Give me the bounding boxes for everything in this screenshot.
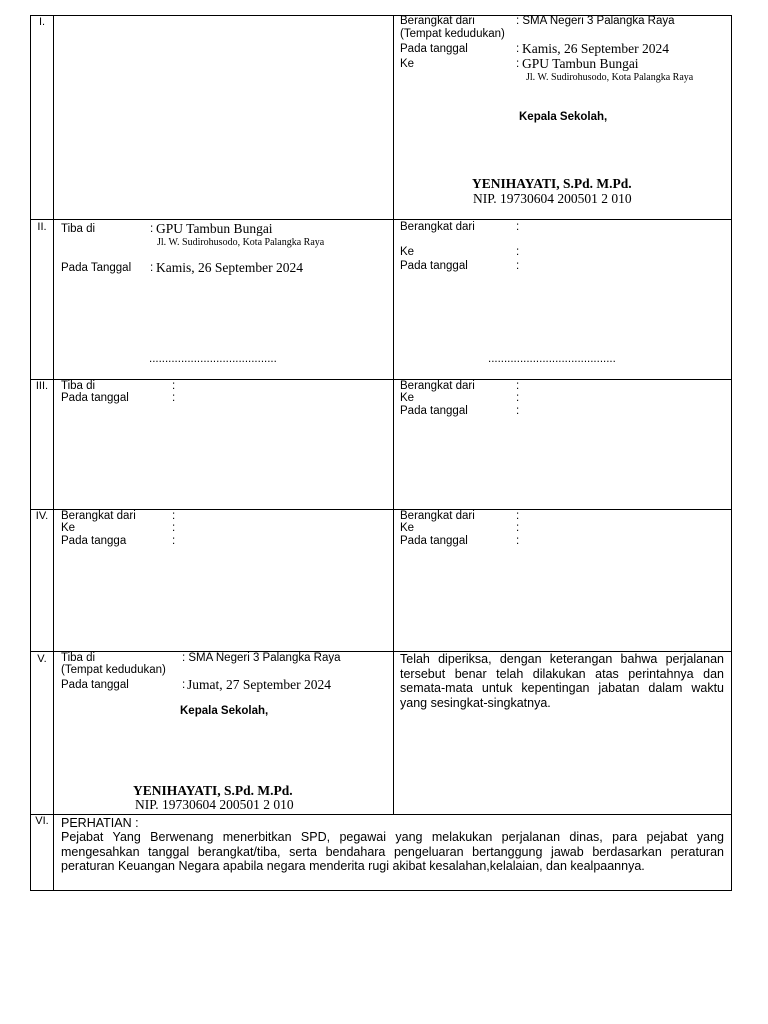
arrival-date-colon: : — [172, 392, 176, 404]
destination-label: Ke — [400, 392, 415, 404]
right-departure-label: Berangkat dari — [400, 510, 475, 522]
row-number-5: V. — [37, 653, 47, 665]
destination-address: Jl. W. Sudirohusodo, Kota Palangka Raya — [526, 72, 694, 83]
next-destination-label: Ke — [400, 246, 415, 258]
departure-from-colon: : — [172, 510, 176, 522]
middle-column-divider — [393, 15, 394, 814]
home-base-label: (Tempat kedudukan) — [61, 664, 166, 676]
departure-date-colon: : — [516, 405, 520, 417]
arrival-label: Tiba di — [61, 223, 96, 235]
departure-date-label: Pada tanggal — [400, 405, 468, 417]
attention-body: Pejabat Yang Berwenang menerbitkan SPD, pegawai yang melakukan perjalanan dinas, para pejabat yang mengesahkan tanggal berangkat/tiba, serta bendahara pengeluaran bertanggung jawab berdasarkan peraturan peraturan Keuangan Negara apabila negara menderita rugi akibat kesalahan,kelalaian, dan kealpaannya. — [61, 830, 724, 873]
next-destination-colon: : — [516, 246, 520, 258]
form-table — [30, 15, 732, 891]
row-number-1: I. — [38, 16, 46, 28]
destination-colon: : — [172, 522, 176, 534]
departure-date-colon: : — [172, 535, 176, 547]
row-separator-1 — [30, 219, 732, 220]
return-date-value: Jumat, 27 September 2024 — [187, 677, 331, 692]
right-destination-label: Ke — [400, 522, 415, 534]
arrival-label: Tiba di — [61, 380, 96, 392]
row-number-4: IV. — [35, 510, 49, 522]
destination-colon: : — [516, 392, 520, 404]
departure-date-colon: : — [516, 43, 520, 55]
principal-name: YENIHAYATI, S.Pd. M.Pd. — [133, 783, 293, 798]
number-column-divider — [53, 15, 54, 891]
next-date-colon: : — [516, 260, 520, 272]
arrival-date-label: Pada Tanggal — [61, 262, 132, 274]
arrival-colon: : — [172, 380, 176, 392]
principal-title: Kepala Sekolah, — [180, 705, 269, 717]
right-departure-colon: : — [516, 510, 520, 522]
arrival-address: Jl. W. Sudirohusodo, Kota Palangka Raya — [157, 237, 325, 248]
verification-statement: Telah diperiksa, dengan keterangan bahwa perjalanan tersebut benar telah dilakukan atas perintahnya dan semata-mata untuk kepentingan jabatan dalam waktu yang sesingkat-singkatnya. — [400, 652, 724, 710]
row-separator-5 — [30, 814, 732, 815]
return-date-label: Pada tanggal — [61, 679, 129, 691]
row-number-3: III. — [35, 380, 49, 392]
departure-from-label: Berangkat dari — [400, 15, 475, 27]
principal-nip: NIP. 19730604 200501 2 010 — [473, 191, 632, 206]
arrival-date-colon: : — [150, 262, 154, 274]
arrival-signature-line: ........................................ — [149, 353, 277, 365]
principal-nip: NIP. 19730604 200501 2 010 — [135, 797, 294, 812]
right-date-colon: : — [516, 535, 520, 547]
departure-date-value: Kamis, 26 September 2024 — [522, 41, 669, 56]
arrival-colon: : — [150, 223, 154, 235]
departure-from-label: Berangkat dari — [61, 510, 136, 522]
departure-from-label: Berangkat dari — [400, 380, 475, 392]
return-date-colon: : — [182, 679, 186, 691]
row-separator-2 — [30, 379, 732, 380]
arrival-date-value: Kamis, 26 September 2024 — [156, 260, 303, 275]
right-destination-colon: : — [516, 522, 520, 534]
attention-heading: PERHATIAN : — [61, 816, 139, 830]
arrival-value: GPU Tambun Bungai — [156, 221, 273, 236]
return-arrival-value: : SMA Negeri 3 Palangka Raya — [182, 652, 341, 664]
arrival-date-label: Pada tanggal — [61, 392, 129, 404]
principal-title: Kepala Sekolah, — [519, 111, 608, 123]
return-arrival-label: Tiba di — [61, 652, 96, 664]
row-number-2: II. — [37, 221, 47, 233]
right-date-label: Pada tanggal — [400, 535, 468, 547]
row-number-6: VI. — [35, 815, 49, 827]
destination-colon: : — [516, 58, 520, 70]
departure-date-label: Pada tanggal — [400, 43, 468, 55]
next-departure-colon: : — [516, 221, 520, 233]
destination-value: GPU Tambun Bungai — [522, 56, 639, 71]
next-departure-label: Berangkat dari — [400, 221, 475, 233]
next-date-label: Pada tanggal — [400, 260, 468, 272]
departure-from-colon: : — [516, 380, 520, 392]
departure-from-value: : SMA Negeri 3 Palangka Raya — [516, 15, 675, 27]
destination-label: Ke — [400, 58, 415, 70]
departure-signature-line: ........................................ — [488, 353, 616, 365]
departure-date-label: Pada tangga — [61, 535, 127, 547]
home-base-label: (Tempat kedudukan) — [400, 28, 505, 40]
principal-name: YENIHAYATI, S.Pd. M.Pd. — [472, 176, 632, 191]
destination-label: Ke — [61, 522, 76, 534]
